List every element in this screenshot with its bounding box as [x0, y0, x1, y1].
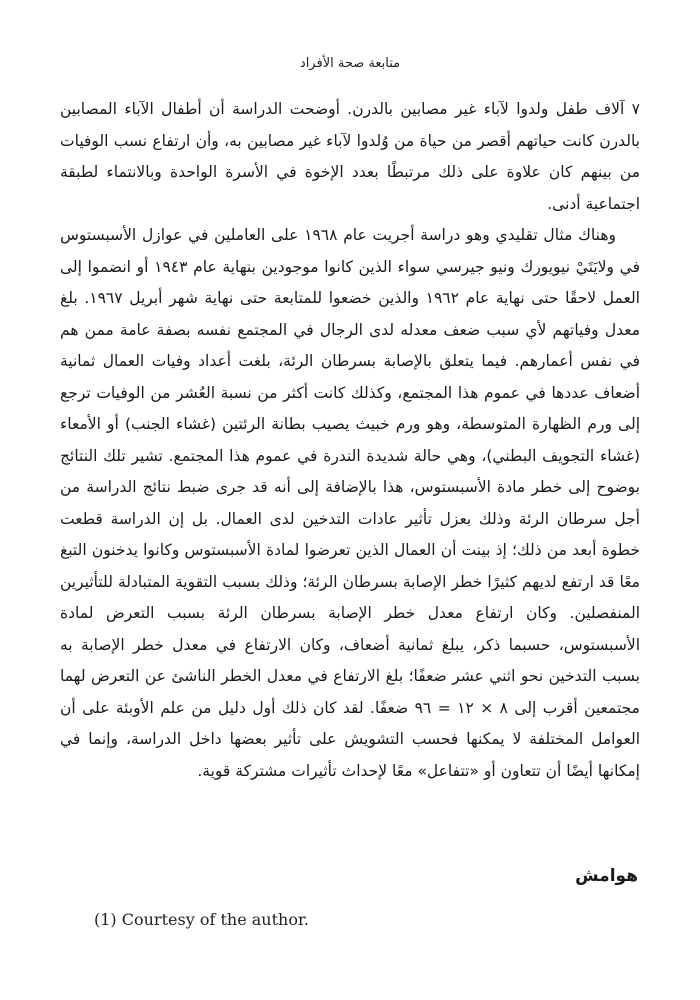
running-header: متابعة صحة الأفراد — [299, 56, 401, 71]
paragraph-asbestos-study: وهناك مثال تقليدي وهو دراسة أجريت عام ١٩٦٨ على العاملين في عوازل الأسبستوس في ولايَتَيْ نيويورك ونيو جيرسي سواء الذين كانوا موجودين بنهاية عام ١٩٤٣ أو انضموا إلى العمل لاحقًا حتى نهاية عام ١٩٦٢ والذين خضعوا للمتابعة حتى نهاية شهر أبريل ١٩٦٧. بلغ معدل وفياتهم لأي سبب ضعف معدله لدى الرجال في المجتمع نفسه بصفة عامة ممن هم في نفس أعمارهم. فيما يتعلق بالإصابة بسرطان الرئة، بلغت أعداد وفيات العمال ثمانية أضعاف عددها في عموم هذا المجتمع، وكذلك كانت أكثر من نسبة العُشر من الوفيات ترجع إلى ورم الظهارة المتوسطة، وهو ورم خبيث يصيب بطانة الرئتين (غشاء الجنب) أو الأمعاء (غشاء التجويف البطني)، وهي حالة شديدة الندرة في عموم هذا المجتمع. تشير تلك النتائج بوضوح إلى خطر مادة الأسبستوس، هذا بالإضافة إلى أنه قد جرى ضبط نتائج الدراسة من أجل سرطان الرئة وذلك بعزل تأثير عادات التدخين لدى العمال. بل إن الدراسة قطعت خطوة أبعد من ذلك؛ إذ بينت أن العمال الذين تعرضوا لمادة الأسبستوس وكانوا يدخنون التبغ معًا قد ارتفع لديهم كثيرًا خطر الإصابة بسرطان الرئة؛ وذلك بسبب التقوية المتبادلة للتأثيرين المنفصلين. وكان ارتفاع معدل خطر الإصابة بسرطان الرئة بسبب التعرض لمادة الأسبستوس، حسبما ذكر، يبلغ ثمانية أضعاف، وكان الارتفاع في معدل خطر الإصابة به بسبب التدخين نحو اثني عشر ضعفًا؛ بلغ الارتفاع في معدل الخطر الناشئ عن التعرض لهما مجتمعين أقرب إلى ٨ × ١٢ = ٩٦ ضعفًا. لقد كان ذلك أول دليل من علم الأوبئة على أن العوامل المختلفة لا يمكنها فحسب التشويش على تأثير بعضها داخل الدراسة، وإنما في إمكانها أيضًا أن تتعاون أو «تتفاعل» معًا لإحداث تأثيرات مشتركة قوية. — [60, 226, 640, 780]
footnote-item: (1) Courtesy of the author. — [94, 910, 309, 929]
paragraph-continuation: ٧ آلاف طفل ولدوا لآباء غير مصابين بالدرن. أوضحت الدراسة أن أطفال الآباء المصابين بالدرن كانت حياتهم أقصر من حياة من وُلدوا لآباء غير مصابين به، وأن ارتفاع نسب الوفيات من بينهم كان علاوة على ذلك مرتبطًا بعدد الإخوة في الأسرة الواحدة وبالانتماء لطبقة اجتماعية أدنى. — [60, 100, 640, 213]
body-text — [60, 94, 640, 787]
footnotes-heading: هوامش — [575, 866, 638, 886]
